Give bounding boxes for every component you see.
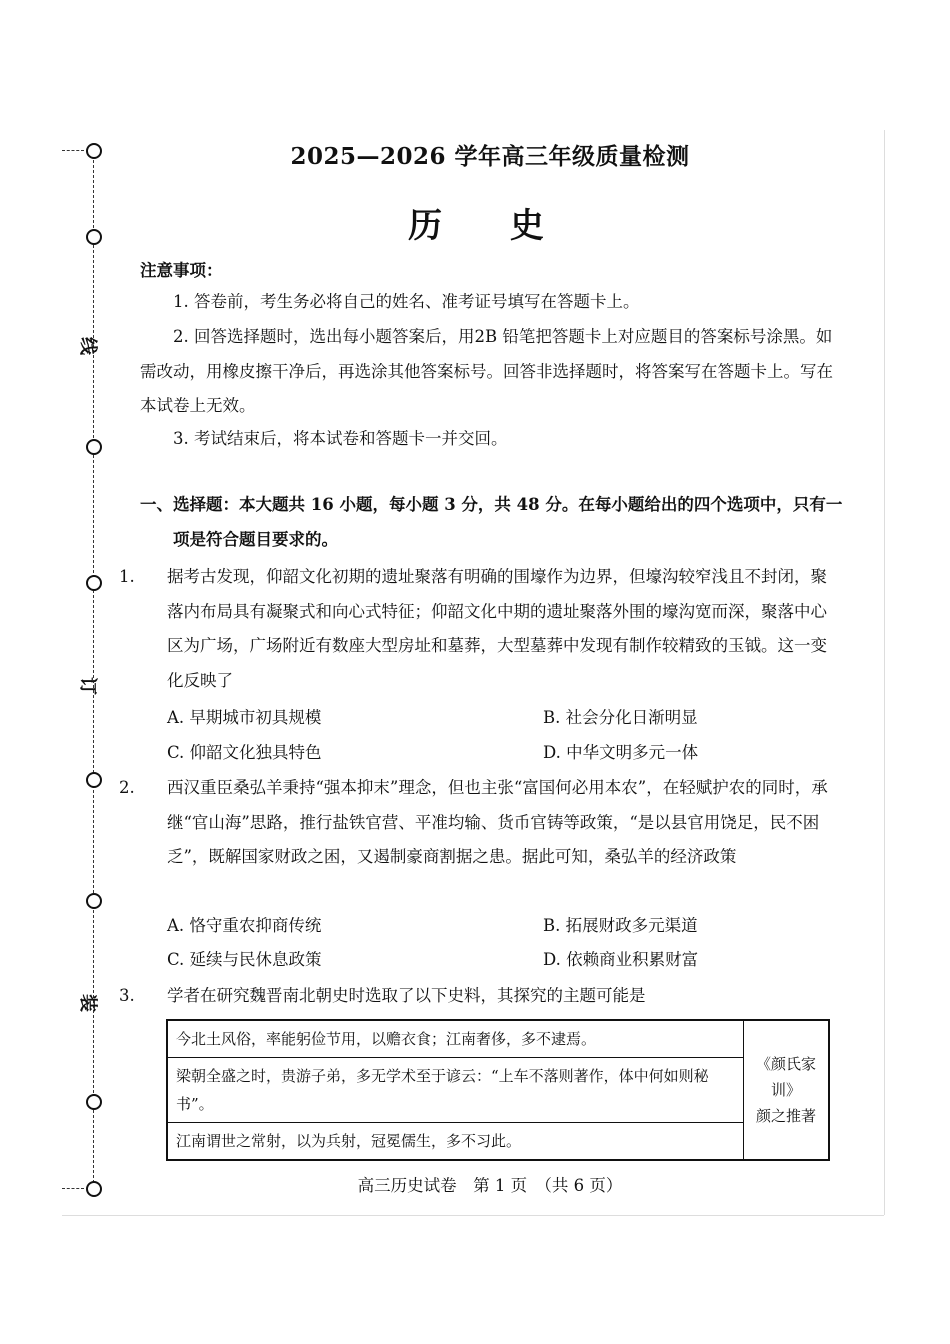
question-2 (119, 771, 843, 875)
section-heading: 一、选择题：本大题共 16 小题，每小题 3 分，共 48 分。在每小题给出的四个选项中，只有一项是符合题目要求的。 (140, 495, 843, 549)
option-2b[interactable]: B. 拓展财政多元渠道 (543, 916, 698, 935)
question-text: 西汉重臣桑弘羊秉持“强本抑末”理念，但也主张“富国何必用本农”，在轻赋护农的同时，承继“官山海”思路，推行盐铁官营、平准均输、货币官铸等政策，“是以县官用饶足，民不困乏”，既解国家财政之困，又遏制豪商割据之患。据此可知，桑弘羊的经济政策 (167, 778, 828, 866)
binding-dashed-line (93, 150, 94, 1188)
binding-hole (86, 439, 102, 455)
subject-title: 历 史 (408, 206, 572, 246)
question-number: 2. (119, 778, 135, 797)
binding-hole (86, 893, 102, 909)
binding-hole (86, 575, 102, 591)
question-number: 1. (119, 567, 135, 586)
option-1c[interactable]: C. 仰韶文化独具特色 (167, 743, 322, 762)
source-excerpt: 梁朝全盛之时，贵游子弟，多无学术至于谚云：“上车不落则著作，体中何如则秘书”。 (167, 1058, 744, 1123)
option-2a[interactable]: A. 恪守重农抑商传统 (167, 916, 322, 935)
source-excerpt: 今北土风俗，率能躬俭节用，以赡衣食；江南奢侈，多不逮焉。 (167, 1020, 744, 1058)
question-1 (119, 560, 843, 698)
question-number: 3. (119, 986, 135, 1005)
notice-heading: 注意事项： (140, 261, 223, 280)
option-1b[interactable]: B. 社会分化日渐明显 (543, 708, 698, 727)
binding-hole (86, 143, 102, 159)
binding-char-xian: 线 (77, 337, 98, 355)
binding-hole (86, 229, 102, 245)
page-footer: 高三历史试卷 第 1 页 （共 6 页） (357, 1176, 623, 1195)
source-table (166, 1019, 830, 1161)
question-text: 据考古发现，仰韶文化初期的遗址聚落有明确的围壕作为边界，但壕沟较窄浅且不封闭，聚落内布局具有凝聚式和向心式特征；仰韶文化中期的遗址聚落外围的壕沟宽而深，聚落中心区为广场，广场附近有数座大型房址和墓葬，大型墓葬中发现有制作较精致的玉钺。这一变化反映了 (167, 567, 827, 690)
source-excerpt: 江南谓世之常射，以为兵射，冠冕儒生，多不习此。 (167, 1123, 744, 1161)
binding-hole (86, 772, 102, 788)
notice-item-1: 1. 答卷前，考生务必将自己的姓名、准考证号填写在答题卡上。 (173, 292, 640, 311)
table-row (167, 1123, 829, 1161)
page-edge-bottom (62, 1215, 884, 1216)
citation-author: 颜之推著 (755, 1107, 816, 1125)
exam-title: 2025—2026 学年高三年级质量检测 (290, 143, 690, 170)
source-citation (744, 1020, 830, 1160)
question-text: 学者在研究魏晋南北朝史时选取了以下史料，其探究的主题可能是 (167, 986, 646, 1005)
table-row (167, 1058, 829, 1123)
binding-char-ding: 订 (77, 677, 98, 695)
option-2c[interactable]: C. 延续与民休息政策 (167, 950, 322, 969)
page-edge-right (884, 130, 885, 1215)
table-row (167, 1020, 829, 1058)
citation-book: 《颜氏家训》 (755, 1055, 816, 1099)
binding-char-zhuang: 装 (77, 994, 98, 1012)
notice-item-2: 2. 回答选择题时，选出每小题答案后，用2B 铅笔把答题卡上对应题目的答案标号涂黑。如需改动，用橡皮擦干净后，再选涂其他答案标号。回答非选择题时，将答案写在答题卡上。写在本试卷上无效。 (140, 327, 833, 416)
binding-tick-top (62, 150, 84, 151)
option-1d[interactable]: D. 中华文明多元一体 (543, 743, 699, 762)
binding-tick-bottom (62, 1188, 84, 1189)
notice-item-3: 3. 考试结束后，将本试卷和答题卡一并交回。 (173, 429, 508, 448)
binding-hole (86, 1094, 102, 1110)
option-1a[interactable]: A. 早期城市初具规模 (167, 708, 322, 727)
binding-hole (86, 1181, 102, 1197)
question-3 (119, 979, 843, 1014)
option-2d[interactable]: D. 依赖商业积累财富 (543, 950, 699, 969)
